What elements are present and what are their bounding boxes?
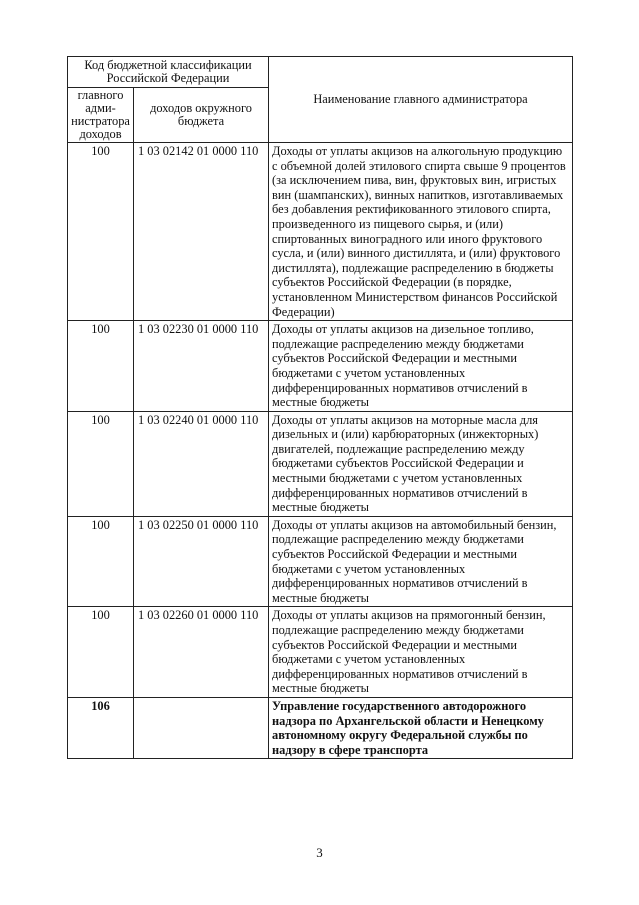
admin-code-cell: 100 <box>68 143 134 321</box>
admin-code-cell: 100 <box>68 321 134 412</box>
admin-code-cell: 106 <box>68 697 134 758</box>
table-row <box>68 143 573 321</box>
admin-name-cell: Доходы от уплаты акцизов на дизельное топливо, подлежащие распределению между бюджетами субъектов Российской Федерации и местными бюджетами с учетом установленных дифференцированных нормативов отчислений в местные бюджеты <box>269 321 573 412</box>
budget-code-cell <box>134 697 269 758</box>
page-number: 3 <box>316 845 323 860</box>
budget-code-cell: 1 03 02230 01 0000 110 <box>134 321 269 412</box>
header-group-title: Код бюджетной классификации Российской Федерации <box>68 57 269 88</box>
table-body <box>68 143 573 759</box>
admin-code-cell: 100 <box>68 607 134 698</box>
budget-code-cell: 1 03 02250 01 0000 110 <box>134 516 269 607</box>
table-row <box>68 321 573 412</box>
table-row <box>68 516 573 607</box>
budget-classification-table <box>67 56 573 759</box>
budget-code-cell: 1 03 02260 01 0000 110 <box>134 607 269 698</box>
header-budget-income: доходов окружного бюджета <box>134 88 269 143</box>
budget-code-cell: 1 03 02240 01 0000 110 <box>134 411 269 516</box>
header-admin-name: Наименование главного администратора <box>269 57 573 143</box>
admin-name-cell: Доходы от уплаты акцизов на моторные масла для дизельных и (или) карбюраторных (инжекторных) двигателей, подлежащие распределению между бюджетами субъектов Российской Федерации и местными бюджетами с учетом установленных дифференцированных нормативов отчислений в местные бюджеты <box>269 411 573 516</box>
header-row-group <box>68 57 573 88</box>
admin-code-cell: 100 <box>68 516 134 607</box>
admin-name-cell: Управление государственного автодорожного надзора по Архангельской области и Ненецкому автономному округу Федеральной службы по надзору в сфере транспорта <box>269 697 573 758</box>
table-row <box>68 697 573 758</box>
budget-code-cell: 1 03 02142 01 0000 110 <box>134 143 269 321</box>
table-row <box>68 607 573 698</box>
table-row <box>68 411 573 516</box>
admin-code-cell: 100 <box>68 411 134 516</box>
admin-name-cell: Доходы от уплаты акцизов на автомобильный бензин, подлежащие распределению между бюджетами субъектов Российской Федерации и местными бюджетами с учетом установленных дифференцированных нормативов отчислений в местные бюджеты <box>269 516 573 607</box>
header-main-admin: главного адми-нистратора доходов <box>68 88 134 143</box>
admin-name-cell: Доходы от уплаты акцизов на прямогонный бензин, подлежащие распределению между бюджетами субъектов Российской Федерации и местными бюджетами с учетом установленных дифференцированных нормативов отчислений в местные бюджеты <box>269 607 573 698</box>
admin-name-cell: Доходы от уплаты акцизов на алкогольную продукцию с объемной долей этилового спирта свыше 9 процентов (за исключением пива, вин, фруктовых вин, игристых вин (шампанских), винных напитков, изготавливаемых без добавления ректификованного этилового спирта, произведенного из пищевого сырья, и (или) спиртованных виноградного или иного фруктового сусла, и (или) винного дистиллята, и (или) фруктового дистиллята), подлежащие распределению в бюджеты субъектов Российской Федерации (в порядке, установленном Министерством финансов Российской Федерации) <box>269 143 573 321</box>
